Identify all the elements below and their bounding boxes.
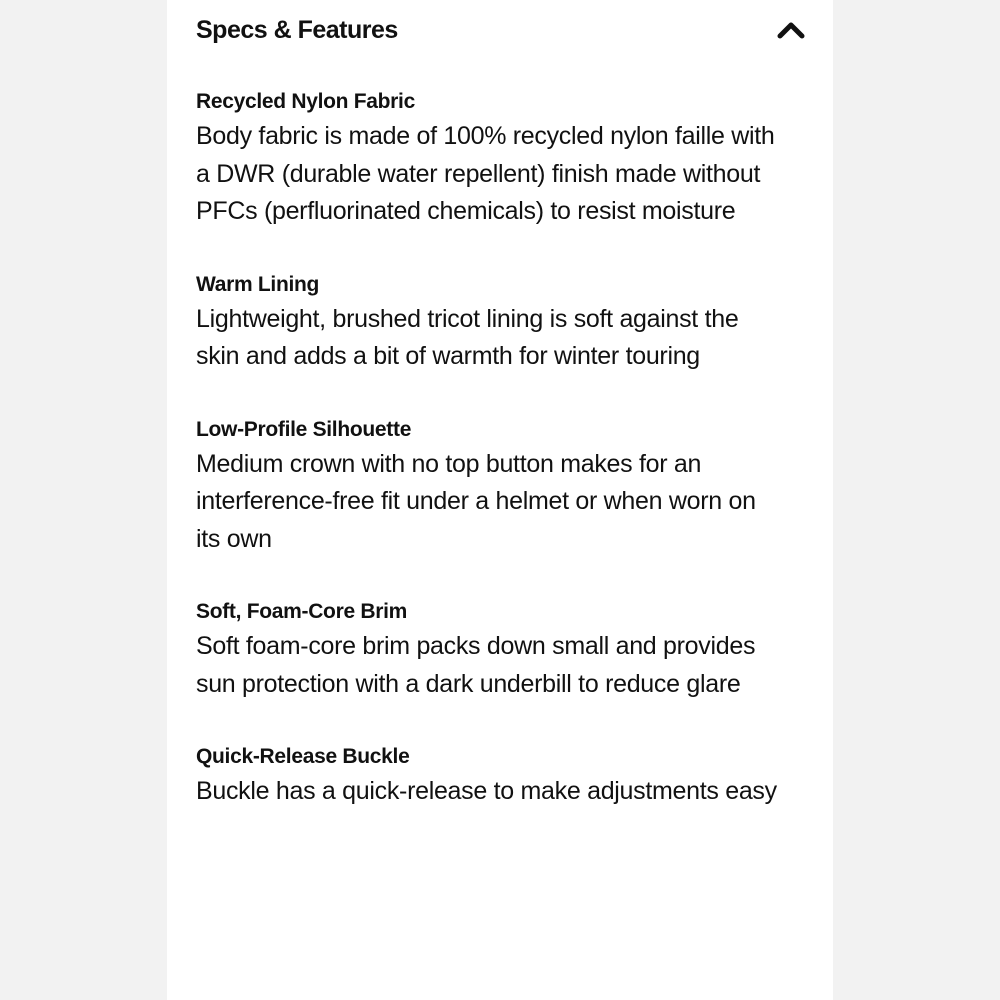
- feature-item: [196, 269, 796, 376]
- chevron-up-icon[interactable]: [774, 13, 808, 47]
- feature-description: Lightweight, brushed tricot lining is soft against the skin and adds a bit of warmth for winter touring: [196, 304, 739, 370]
- section-title: Specs & Features: [196, 15, 398, 44]
- feature-item: [196, 414, 796, 559]
- feature-description: Body fabric is made of 100% recycled nylon faille with a DWR (durable water repellent) finish made without PFCs (perfluorinated chemicals) to resist moisture: [196, 122, 775, 225]
- feature-title: Soft, Foam-Core Brim: [196, 600, 408, 623]
- feature-title: Low-Profile Silhouette: [196, 417, 412, 441]
- feature-title: Warm Lining: [196, 272, 320, 296]
- feature-title: Quick-Release Buckle: [196, 745, 410, 768]
- feature-description: Medium crown with no top button makes for an interference-free fit under a helmet or when worn on its own: [196, 449, 756, 553]
- feature-list: [196, 86, 796, 849]
- feature-item: [196, 596, 796, 703]
- specs-panel: [167, 0, 833, 1000]
- feature-title: Recycled Nylon Fabric: [196, 90, 415, 113]
- feature-description: Buckle has a quick-release to make adjustments easy: [196, 777, 777, 805]
- feature-item: [196, 86, 796, 231]
- feature-item: [196, 741, 796, 811]
- feature-description: Soft foam-core brim packs down small and provides sun protection with a dark underbill to reduce glare: [196, 632, 756, 698]
- specs-accordion-header[interactable]: [196, 8, 804, 52]
